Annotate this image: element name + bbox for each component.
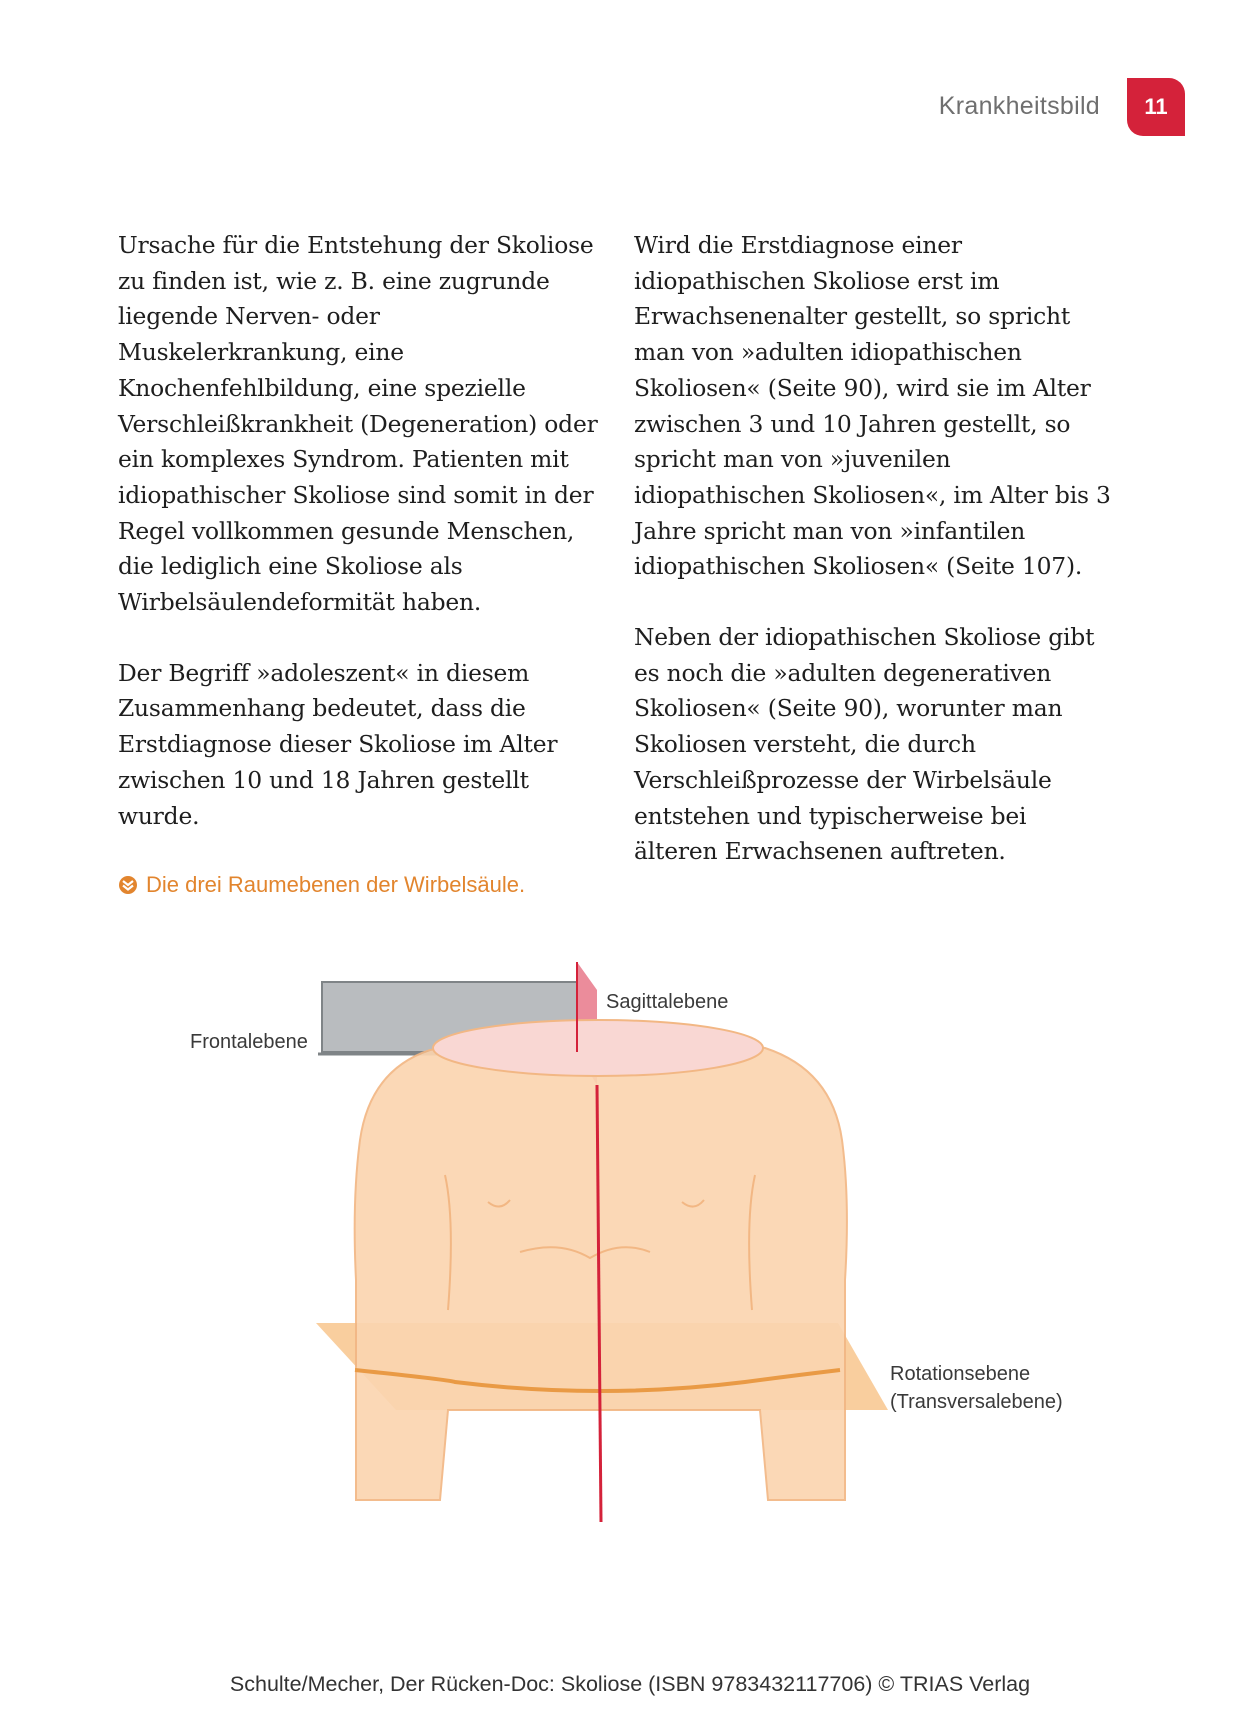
neck-section bbox=[433, 1020, 763, 1076]
text-column-left bbox=[118, 228, 598, 869]
figure-caption-text: Die drei Raumebenen der Wirbelsäule. bbox=[146, 872, 526, 897]
label-frontal: Frontalebene bbox=[190, 1031, 308, 1053]
torso-illustration bbox=[0, 940, 1260, 1540]
paragraph: Der Begriff »adoleszent« in diesem Zusammenhang bedeutet, dass die Erstdiagnose dieser Skoliose im Alter zwischen 10 und 18 Jahren gestellt wurde. bbox=[118, 658, 558, 830]
label-sagittal: Sagittalebene bbox=[606, 991, 729, 1013]
paragraph: Ursache für die Entstehung der Skoliose zu finden ist, wie z. B. eine zugrunde liegende Nerven- oder Muskelerkrankung, eine Knochenfehlbildung, eine spezielle Verschleißkrankheit (Degeneration) oder ein komplexes Syndrom. Patienten mit idiopathischer Skoliose sind somit in der Regel vollkommen gesunde Menschen, die lediglich eine Skoliose als Wirbelsäulendeformität haben. bbox=[118, 231, 598, 617]
text-column-right bbox=[634, 228, 1114, 905]
spine-planes-figure bbox=[0, 940, 1260, 1540]
label-rotation bbox=[890, 1360, 1063, 1416]
label-rotation-line1: Rotationsebene bbox=[890, 1363, 1031, 1385]
footer-citation: Schulte/Mecher, Der Rücken-Doc: Skoliose (ISBN 9783432117706) © TRIAS Verlag bbox=[229, 1672, 1031, 1696]
running-header-title: Krankheitsbild bbox=[938, 92, 1100, 120]
figure-caption bbox=[118, 872, 525, 898]
paragraph: Wird die Erstdiagnose einer idiopathischen Skoliose erst im Erwachsenenalter gestellt, so spricht man von »adulten idiopathischen Skoliosen« (Seite 90), wird sie im Alter zwischen 3 und 10 Jahren gestellt, so spricht man von »juvenilen idiopathischen Skoliosen«, im Alter bis 3 Jahre spricht man von »infantilen idiopathischen Skoliosen« (Seite 107). bbox=[634, 231, 1111, 581]
label-rotation-line2: (Transversalebene) bbox=[890, 1391, 1063, 1413]
page-number-badge: 11 bbox=[1127, 78, 1185, 136]
chevron-down-icon bbox=[118, 875, 138, 895]
paragraph: Neben der idiopathischen Skoliose gibt es noch die »adulten degenerativen Skoliosen« (Seite 90), worunter man Skoliosen versteht, die durch Verschleißprozesse der Wirbelsäule entstehen und typischerweise bei älteren Erwachsenen auftreten. bbox=[634, 623, 1095, 866]
